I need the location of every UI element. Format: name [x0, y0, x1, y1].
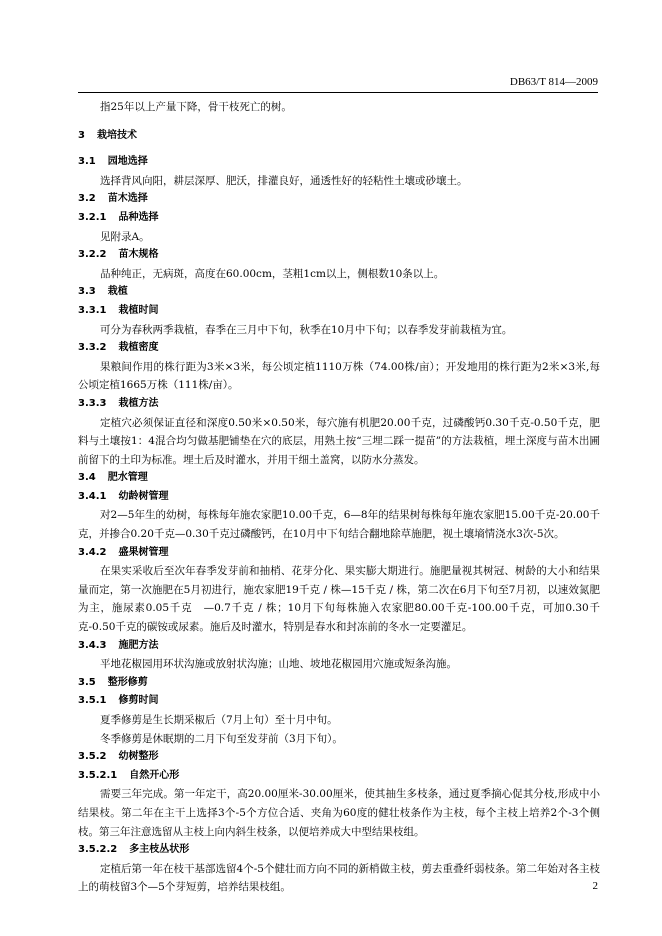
section-title: 栽植: [107, 286, 128, 298]
section-heading: [78, 395, 600, 414]
section-title: 幼树整形: [118, 751, 159, 763]
section-title: 多主枝丛状形: [129, 844, 190, 856]
section-title: 栽培技术: [96, 129, 137, 141]
document-body: [78, 98, 600, 897]
section-number: 3.1: [78, 156, 96, 168]
section-number: 3.2.1: [78, 211, 107, 223]
section-heading: [78, 153, 600, 172]
section-title: 苗木选择: [107, 193, 148, 205]
section-number: 3.5.2.2: [78, 844, 118, 856]
section-number: 3.5.1: [78, 695, 107, 707]
section-number: 3.4.2: [78, 546, 107, 558]
paragraph: 平地花椒园用环状沟施或放射状沟施；山地、坡地花椒园用穴施或短条沟施。: [100, 658, 457, 671]
section-title: 幼龄树管理: [118, 490, 169, 502]
paragraph: 定植后第一年在枝干基部选留4个-5个健壮而方向不同的新梢做主枝，剪去重叠纤弱枝条。第二年始对各主枝上的萌枝留3个—5个芽短剪，培养结果枝组。: [78, 862, 600, 894]
section-title: 品种选择: [118, 211, 159, 223]
page-number: 2: [592, 880, 598, 892]
section-heading: [78, 283, 600, 302]
section-number: 3.3.2: [78, 342, 107, 354]
paragraph: 指25年以上产量下降，骨干枝死亡的树。: [100, 101, 292, 113]
paragraph: 果粮间作用的株行距为3米×3米，每公顷定植1110万株（74.00株/亩）；开发地用的株行距为2米×3米,每公顷定植1665万株（111株/亩）。: [78, 360, 600, 392]
section-title: 盛果树管理: [118, 546, 169, 558]
section-number: 3.5: [78, 676, 96, 688]
section-heading: [78, 767, 600, 786]
section-number: 3.4: [78, 472, 96, 484]
section-heading: [78, 302, 600, 321]
section-number: 3.5.2.1: [78, 769, 118, 781]
document-code: DB63/T 814—2009: [509, 76, 598, 88]
section-title: 整形修剪: [107, 676, 148, 688]
paragraph: 品种纯正，无病斑，高度在60.00cm，茎粗1cm以上，侧根数10条以上。: [100, 267, 445, 280]
section-heading: [78, 544, 600, 563]
section-number: 3.3.3: [78, 397, 107, 409]
header-rule: [78, 92, 598, 93]
section-title: 园地选择: [107, 156, 148, 168]
section-heading: [78, 674, 600, 693]
paragraph: 对2—5年生的幼树，每株每年施农家肥10.00千克，6—8年的结果树每株每年施农家肥15.00千克-20.00千克，并掺合0.20千克—0.30千克过磷酸钙，在10月中下旬结合翻地除草施肥，视土壤墒情浇水3次-5次。: [78, 509, 600, 541]
paragraph: 选择背风向阳，耕层深厚、肥沃，排灌良好，通透性好的轻粘性土壤或砂壤土。: [100, 174, 468, 187]
section-title: 栽植方法: [118, 397, 159, 409]
section-title: 修剪时间: [118, 695, 159, 707]
paragraph: 冬季修剪是休眠期的二月下旬至发芽前（3月下旬）。: [100, 732, 343, 745]
section-title: 肥水管理: [107, 472, 148, 484]
section-heading: [78, 127, 600, 146]
section-heading: [78, 692, 600, 711]
paragraph: 需要三年完成。第一年定干，高20.00厘米-30.00厘米，使其抽生多枝条，通过夏季摘心促其分枝,形成中小结果枝。第二年在主干上选择3个-5个方位合适、夹角为60度的健壮枝条作为主枝，每个主枝上培养2个-3个侧枝。第三年注意选留从主枝上向内斜生枝条，以便培养成大中型结果枝组。: [78, 788, 600, 838]
section-heading: [78, 748, 600, 767]
section-number: 3.3.1: [78, 304, 107, 316]
section-number: 3.3: [78, 286, 96, 298]
section-title: 自然开心形: [129, 769, 180, 781]
paragraph: 可分为春秋两季栽植，春季在三月中下旬，秋季在10月中下旬；以春季发芽前栽植为宜。: [100, 323, 513, 336]
section-title: 栽植密度: [118, 342, 159, 354]
section-heading: [78, 246, 600, 265]
section-heading: [78, 841, 600, 860]
section-title: 苗木规格: [118, 249, 159, 261]
section-number: 3.4.3: [78, 639, 107, 651]
section-number: 3.2: [78, 193, 96, 205]
section-heading: [78, 190, 600, 209]
paragraph: 夏季修剪是生长期采椒后（7月上旬）至十月中旬。: [100, 714, 338, 726]
section-title: 施肥方法: [118, 639, 159, 651]
section-heading: [78, 488, 600, 507]
paragraph: 在果实采收后至次年春季发芽前和抽梢、花芽分化、果实膨大期进行。施肥量视其树冠、树龄的大小和结果量而定，第一次施肥在5月初进行，施农家肥19千克 / 株—15千克 / 株，第二次在6月下旬至7月初，以速效氮肥为主，施尿素0.05千克 —0.7千克 / 株；10月下旬每株施入农家肥80.00千克-100.00千克，可加0.30千克-0.50千克的碳铵或尿素。施后及时灌水，特别是春水和封冻前的冬水一定要灌足。: [78, 565, 600, 634]
section-heading: [78, 209, 600, 228]
section-number: 3.4.1: [78, 490, 107, 502]
paragraph: 见附录A。: [100, 230, 150, 243]
section-number: 3.2.2: [78, 249, 107, 261]
paragraph: 定植穴必须保证直径和深度0.50米×0.50米，每穴施有机肥20.00千克，过磷酸钙0.30千克-0.50千克，肥料与土壤按1：4混合均匀做基肥铺垫在穴的底层，用熟土按“三埋二踩一提苗”的方法栽植，埋土深度与苗木出圃前留下的土印为标准。埋土后及时灌水，并用干细土盖窝，以防水分蒸发。: [78, 416, 600, 466]
section-heading: [78, 637, 600, 656]
section-title: 栽植时间: [118, 304, 159, 316]
section-heading: [78, 469, 600, 488]
section-number: 3.5.2: [78, 751, 107, 763]
section-heading: [78, 339, 600, 358]
section-number: 3: [78, 129, 85, 141]
